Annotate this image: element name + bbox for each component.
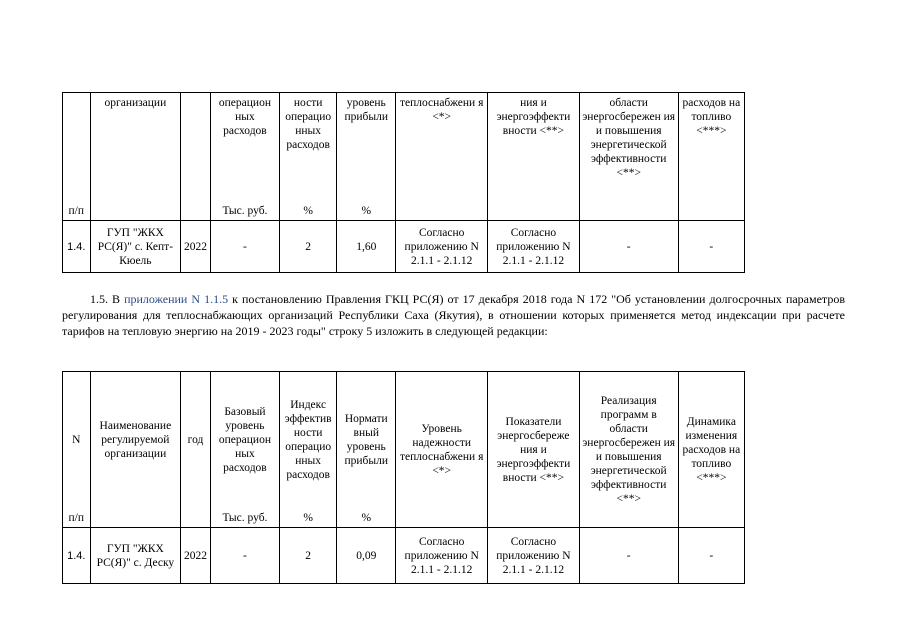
row-year: 2022 bbox=[181, 528, 211, 584]
row-num: 1.4. bbox=[63, 221, 91, 273]
unit-efficiency-index: % bbox=[280, 508, 337, 528]
header-organization: Наименование регулируемой организации bbox=[90, 372, 181, 508]
parameters-table-1 bbox=[62, 92, 745, 273]
row-reliability: Согласно приложению N 2.1.1 - 2.1.12 bbox=[396, 221, 488, 273]
row-base-opex: - bbox=[210, 221, 279, 273]
unit-base-opex: Тыс. руб. bbox=[210, 201, 279, 221]
table-row bbox=[63, 528, 745, 584]
unit-num: п/п bbox=[63, 508, 91, 528]
amendment-paragraph bbox=[62, 291, 845, 339]
row-programs: - bbox=[579, 528, 678, 584]
unit-base-opex: Тыс. руб. bbox=[210, 508, 279, 528]
header-profit-level: Нормати вный уровень прибыли bbox=[337, 372, 396, 508]
row-programs: - bbox=[579, 221, 678, 273]
row-reliability: Согласно приложению N 2.1.1 - 2.1.12 bbox=[396, 528, 488, 584]
table-header-row bbox=[63, 372, 745, 508]
table-header-row bbox=[63, 93, 745, 201]
header-num bbox=[63, 93, 91, 201]
header-fuel-dynamics: Динамика изменения расходов на топливо <***> bbox=[678, 372, 744, 528]
row-fuel-dynamics: - bbox=[678, 528, 744, 584]
header-year: год bbox=[181, 372, 211, 508]
row-efficiency-index: 2 bbox=[280, 528, 337, 584]
row-energy-saving: Согласно приложению N 2.1.1 - 2.1.12 bbox=[488, 528, 580, 584]
row-num: 1.4. bbox=[63, 528, 91, 584]
header-year bbox=[181, 93, 211, 201]
header-profit-level: уровень прибыли bbox=[337, 93, 396, 201]
header-programs: Реализация программ в области энергосбережен ия и повышения энергетической эффективности <**> bbox=[579, 372, 678, 528]
row-profit-level: 1,60 bbox=[337, 221, 396, 273]
row-organization: ГУП "ЖКХ РС(Я)" с. Кепт-Кюель bbox=[90, 221, 181, 273]
header-programs: области энергосбережен ия и повышения энергетической эффективности <**> bbox=[579, 93, 678, 221]
header-organization: организации bbox=[90, 93, 181, 201]
unit-profit-level: % bbox=[337, 201, 396, 221]
table-row bbox=[63, 221, 745, 273]
row-profit-level: 0,09 bbox=[337, 528, 396, 584]
header-energy-saving: Показатели энергосбереже ния и энергоэффекти вности <**> bbox=[488, 372, 580, 528]
paragraph-prefix: 1.5. В bbox=[90, 292, 125, 306]
row-organization: ГУП "ЖКХ РС(Я)" с. Деску bbox=[90, 528, 181, 584]
header-fuel-dynamics: расходов на топливо <***> bbox=[678, 93, 744, 221]
parameters-table-2 bbox=[62, 371, 745, 584]
unit-num: п/п bbox=[63, 201, 91, 221]
row-efficiency-index: 2 bbox=[280, 221, 337, 273]
unit-profit-level: % bbox=[337, 508, 396, 528]
header-reliability: теплоснабжени я <*> bbox=[396, 93, 488, 221]
paragraph-text: к постановлению Правления ГКЦ РС(Я) от 17 декабря 2018 года N 172 "Об установлении долгосрочных параметров регулирования для теплоснабжающих организаций Республики Саха (Якутия), в отношении которых применяется метод индексации при расчете тарифов на тепловую энергию на 2019 - 2023 годы" строку 5 изложить в следующей редакции: bbox=[62, 292, 845, 338]
header-reliability: Уровень надежности теплоснабжени я <*> bbox=[396, 372, 488, 528]
header-energy-saving: ния и энергоэффекти вности <**> bbox=[488, 93, 580, 221]
row-energy-saving: Согласно приложению N 2.1.1 - 2.1.12 bbox=[488, 221, 580, 273]
unit-efficiency-index: % bbox=[280, 201, 337, 221]
header-efficiency-index: ности операцио нных расходов bbox=[280, 93, 337, 201]
header-base-opex: Базовый уровень операцион ных расходов bbox=[210, 372, 279, 508]
row-base-opex: - bbox=[210, 528, 279, 584]
appendix-link[interactable]: приложении N 1.1.5 bbox=[124, 292, 229, 306]
header-num: N bbox=[63, 372, 91, 508]
row-fuel-dynamics: - bbox=[678, 221, 744, 273]
header-base-opex: операцион ных расходов bbox=[210, 93, 279, 201]
row-year: 2022 bbox=[181, 221, 211, 273]
header-efficiency-index: Индекс эффектив ности операцио нных расходов bbox=[280, 372, 337, 508]
